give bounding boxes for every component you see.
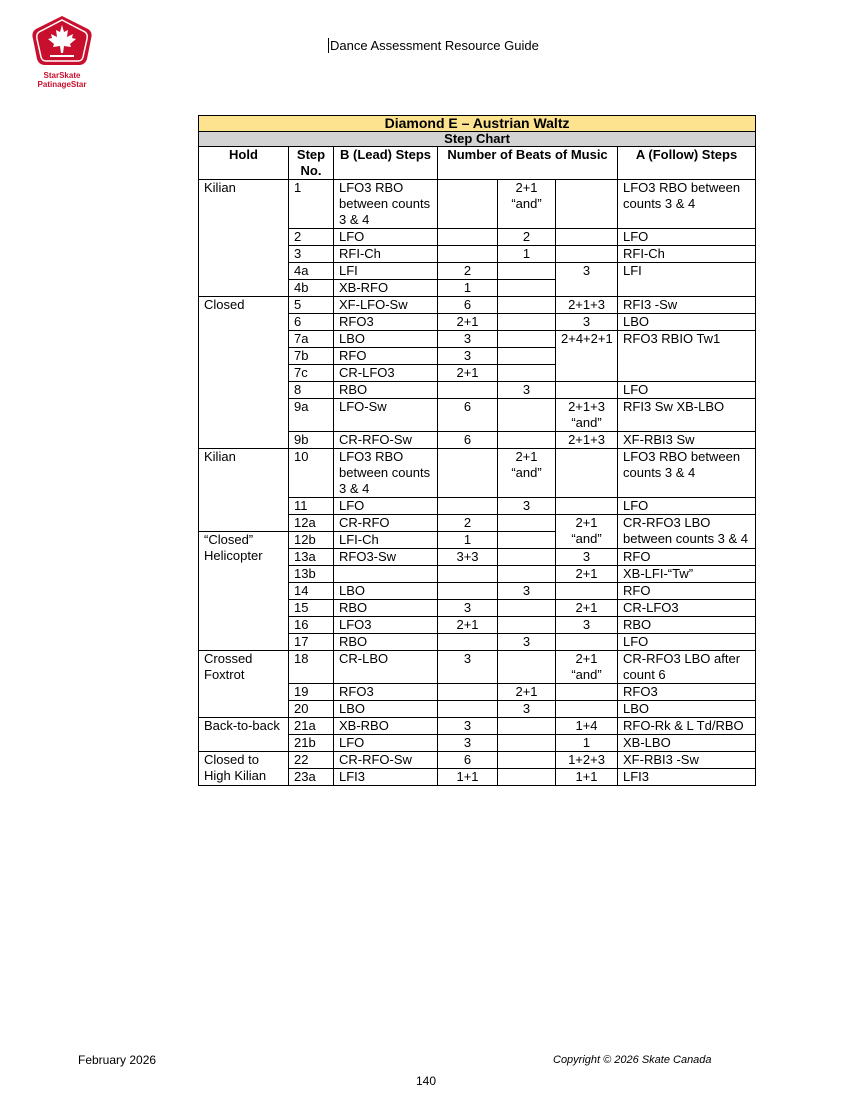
- beats-follow: 2+1+3 “and”: [556, 399, 618, 432]
- beats-lead: 6: [438, 399, 498, 432]
- beats-both: 2+1: [498, 684, 556, 701]
- lead-step: XB-RFO: [334, 280, 438, 297]
- follow-step: LFI: [618, 263, 756, 297]
- lead-step: LFO3 RBO between counts 3 & 4: [334, 449, 438, 498]
- follow-step: RFO3 RBIO Tw1: [618, 331, 756, 382]
- beats-both: [498, 331, 556, 348]
- beats-lead: 6: [438, 752, 498, 769]
- beats-both: [498, 399, 556, 432]
- lead-step: LFO3: [334, 617, 438, 634]
- beats-follow: [556, 382, 618, 399]
- lead-step: CR-RFO: [334, 515, 438, 532]
- follow-step: XB-LFI-“Tw”: [618, 566, 756, 583]
- follow-step: LFO3 RBO between counts 3 & 4: [618, 449, 756, 498]
- table-row: [199, 651, 756, 684]
- svg-text:PatinageStar: PatinageStar: [37, 80, 87, 89]
- lead-step: RFO: [334, 348, 438, 365]
- lead-step: RBO: [334, 634, 438, 651]
- lead-step: LFI: [334, 263, 438, 280]
- lead-step: RFI-Ch: [334, 246, 438, 263]
- step-number: 4a: [289, 263, 334, 280]
- follow-step: LFO: [618, 634, 756, 651]
- lead-step: RBO: [334, 600, 438, 617]
- lead-step: LBO: [334, 701, 438, 718]
- follow-step: LBO: [618, 701, 756, 718]
- follow-step: RFO: [618, 549, 756, 566]
- step-number: 2: [289, 229, 334, 246]
- step-number: 21a: [289, 718, 334, 735]
- hold-cell: Back-to-back: [199, 718, 289, 752]
- beats-both: [498, 532, 556, 549]
- beats-follow: 1: [556, 735, 618, 752]
- step-number: 18: [289, 651, 334, 684]
- step-number: 6: [289, 314, 334, 331]
- beats-lead: 3+3: [438, 549, 498, 566]
- beats-follow: 2+1+3: [556, 432, 618, 449]
- follow-step: LFO: [618, 229, 756, 246]
- beats-lead: 2+1: [438, 365, 498, 382]
- beats-follow: 3: [556, 314, 618, 331]
- follow-step: RFO3: [618, 684, 756, 701]
- header-step-no: Step No.: [289, 147, 334, 180]
- step-number: 23a: [289, 769, 334, 786]
- beats-lead: 2+1: [438, 314, 498, 331]
- step-number: 5: [289, 297, 334, 314]
- beats-lead: 3: [438, 651, 498, 684]
- beats-lead: 2: [438, 515, 498, 532]
- hold-cell: Kilian: [199, 449, 289, 532]
- lead-step: RFO3: [334, 684, 438, 701]
- beats-lead: 1: [438, 280, 498, 297]
- lead-step: LBO: [334, 331, 438, 348]
- step-number: 7b: [289, 348, 334, 365]
- beats-both: [498, 566, 556, 583]
- beats-follow: 2+4+2+1: [556, 331, 618, 382]
- beats-lead: [438, 498, 498, 515]
- beats-follow: [556, 634, 618, 651]
- hold-cell: Closed to High Kilian: [199, 752, 289, 786]
- beats-follow: [556, 498, 618, 515]
- hold-cell: Closed: [199, 297, 289, 449]
- lead-step: LFO: [334, 498, 438, 515]
- beats-follow: 1+2+3: [556, 752, 618, 769]
- footer-copyright: Copyright © 2026 Skate Canada: [553, 1054, 712, 1066]
- step-number: 7c: [289, 365, 334, 382]
- step-number: 14: [289, 583, 334, 600]
- beats-lead: 1: [438, 532, 498, 549]
- beats-follow: [556, 684, 618, 701]
- step-number: 7a: [289, 331, 334, 348]
- beats-both: 3: [498, 701, 556, 718]
- beats-both: [498, 432, 556, 449]
- follow-step: XF-RBI3 Sw: [618, 432, 756, 449]
- beats-both: [498, 365, 556, 382]
- beats-both: [498, 263, 556, 280]
- step-number: 19: [289, 684, 334, 701]
- lead-step: LBO: [334, 583, 438, 600]
- lead-step: RBO: [334, 382, 438, 399]
- step-number: 3: [289, 246, 334, 263]
- beats-both: [498, 769, 556, 786]
- lead-step: CR-LFO3: [334, 365, 438, 382]
- document-title: Dance Assessment Resource Guide: [330, 38, 539, 53]
- beats-both: [498, 515, 556, 532]
- table-title: Diamond E – Austrian Waltz: [199, 116, 756, 132]
- table-row: [199, 180, 756, 229]
- svg-text:StarSkate: StarSkate: [43, 71, 81, 80]
- beats-lead: [438, 684, 498, 701]
- lead-step: LFI3: [334, 769, 438, 786]
- step-number: 9a: [289, 399, 334, 432]
- step-number: 1: [289, 180, 334, 229]
- beats-follow: 3: [556, 617, 618, 634]
- beats-follow: 2+1+3: [556, 297, 618, 314]
- step-number: 4b: [289, 280, 334, 297]
- lead-step: LFO3 RBO between counts 3 & 4: [334, 180, 438, 229]
- beats-follow: 2+1 “and”: [556, 515, 618, 549]
- step-number: 12a: [289, 515, 334, 532]
- beats-lead: 2+1: [438, 617, 498, 634]
- follow-step: RFI3 Sw XB-LBO: [618, 399, 756, 432]
- beats-both: [498, 651, 556, 684]
- step-number: 12b: [289, 532, 334, 549]
- hold-cell: Crossed Foxtrot: [199, 651, 289, 718]
- beats-follow: 1+4: [556, 718, 618, 735]
- lead-step: RFO3: [334, 314, 438, 331]
- beats-both: [498, 280, 556, 297]
- follow-step: LFO: [618, 382, 756, 399]
- maple-leaf-icon: [30, 15, 94, 89]
- beats-both: [498, 617, 556, 634]
- lead-step: LFI-Ch: [334, 532, 438, 549]
- table-subtitle: Step Chart: [199, 132, 756, 147]
- beats-lead: [438, 566, 498, 583]
- header-lead-steps: B (Lead) Steps: [334, 147, 438, 180]
- beats-lead: 3: [438, 735, 498, 752]
- beats-lead: [438, 634, 498, 651]
- lead-step: CR-LBO: [334, 651, 438, 684]
- step-number: 11: [289, 498, 334, 515]
- beats-both: 2+1 “and”: [498, 449, 556, 498]
- lead-step: LFO: [334, 735, 438, 752]
- starskate-logo: [30, 15, 94, 89]
- hold-cell: Kilian: [199, 180, 289, 297]
- beats-both: [498, 297, 556, 314]
- beats-lead: 6: [438, 432, 498, 449]
- follow-step: RFI3 -Sw: [618, 297, 756, 314]
- beats-follow: 2+1 “and”: [556, 651, 618, 684]
- follow-step: LFO: [618, 498, 756, 515]
- beats-follow: 1+1: [556, 769, 618, 786]
- follow-step: LFI3: [618, 769, 756, 786]
- beats-lead: 3: [438, 600, 498, 617]
- beats-follow: [556, 180, 618, 229]
- beats-follow: 2+1: [556, 566, 618, 583]
- hold-cell: “Closed” Helicopter: [199, 532, 289, 651]
- beats-lead: 3: [438, 331, 498, 348]
- lead-step: CR-RFO-Sw: [334, 752, 438, 769]
- table-row: [199, 449, 756, 498]
- table-row: [199, 718, 756, 735]
- beats-both: 2+1 “and”: [498, 180, 556, 229]
- lead-step: XB-RBO: [334, 718, 438, 735]
- step-number: 15: [289, 600, 334, 617]
- beats-follow: [556, 449, 618, 498]
- step-number: 9b: [289, 432, 334, 449]
- beats-both: 3: [498, 382, 556, 399]
- step-number: 22: [289, 752, 334, 769]
- beats-both: [498, 752, 556, 769]
- follow-step: XB-LBO: [618, 735, 756, 752]
- follow-step: XF-RBI3 -Sw: [618, 752, 756, 769]
- beats-both: 3: [498, 634, 556, 651]
- beats-lead: [438, 229, 498, 246]
- beats-both: 3: [498, 583, 556, 600]
- follow-step: CR-RFO3 LBO after count 6: [618, 651, 756, 684]
- step-number: 10: [289, 449, 334, 498]
- step-number: 8: [289, 382, 334, 399]
- step-number: 20: [289, 701, 334, 718]
- lead-step: CR-RFO-Sw: [334, 432, 438, 449]
- header-follow-steps: A (Follow) Steps: [618, 147, 756, 180]
- beats-lead: 6: [438, 297, 498, 314]
- beats-lead: [438, 180, 498, 229]
- beats-both: [498, 314, 556, 331]
- step-number: 17: [289, 634, 334, 651]
- beats-lead: 2: [438, 263, 498, 280]
- follow-step: RFI-Ch: [618, 246, 756, 263]
- beats-both: [498, 735, 556, 752]
- beats-follow: [556, 229, 618, 246]
- follow-step: LFO3 RBO between counts 3 & 4: [618, 180, 756, 229]
- beats-lead: [438, 701, 498, 718]
- step-number: 16: [289, 617, 334, 634]
- step-chart-table: [198, 115, 756, 786]
- beats-both: [498, 348, 556, 365]
- beats-lead: 3: [438, 718, 498, 735]
- follow-step: RBO: [618, 617, 756, 634]
- beats-both: [498, 549, 556, 566]
- follow-step: RFO-Rk & L Td/RBO: [618, 718, 756, 735]
- lead-step: RFO3-Sw: [334, 549, 438, 566]
- beats-follow: 3: [556, 549, 618, 566]
- beats-follow: [556, 701, 618, 718]
- beats-lead: [438, 246, 498, 263]
- beats-follow: [556, 583, 618, 600]
- step-number: 13b: [289, 566, 334, 583]
- lead-step: [334, 566, 438, 583]
- follow-step: CR-RFO3 LBO between counts 3 & 4: [618, 515, 756, 549]
- step-number: 13a: [289, 549, 334, 566]
- beats-both: 2: [498, 229, 556, 246]
- beats-both: [498, 600, 556, 617]
- beats-follow: 3: [556, 263, 618, 297]
- beats-follow: [556, 246, 618, 263]
- beats-lead: [438, 583, 498, 600]
- table-row: [199, 297, 756, 314]
- follow-step: RFO: [618, 583, 756, 600]
- follow-step: LBO: [618, 314, 756, 331]
- table-row: [199, 752, 756, 769]
- page-number: 140: [416, 1074, 437, 1088]
- beats-lead: 1+1: [438, 769, 498, 786]
- header-beats: Number of Beats of Music: [438, 147, 618, 180]
- step-number: 21b: [289, 735, 334, 752]
- beats-both: 1: [498, 246, 556, 263]
- beats-both: 3: [498, 498, 556, 515]
- follow-step: CR-LFO3: [618, 600, 756, 617]
- lead-step: XF-LFO-Sw: [334, 297, 438, 314]
- header-hold: Hold: [199, 147, 289, 180]
- beats-lead: 3: [438, 348, 498, 365]
- beats-lead: [438, 449, 498, 498]
- lead-step: LFO-Sw: [334, 399, 438, 432]
- beats-both: [498, 718, 556, 735]
- beats-lead: [438, 382, 498, 399]
- beats-follow: 2+1: [556, 600, 618, 617]
- lead-step: LFO: [334, 229, 438, 246]
- footer-date: February 2026: [78, 1053, 157, 1067]
